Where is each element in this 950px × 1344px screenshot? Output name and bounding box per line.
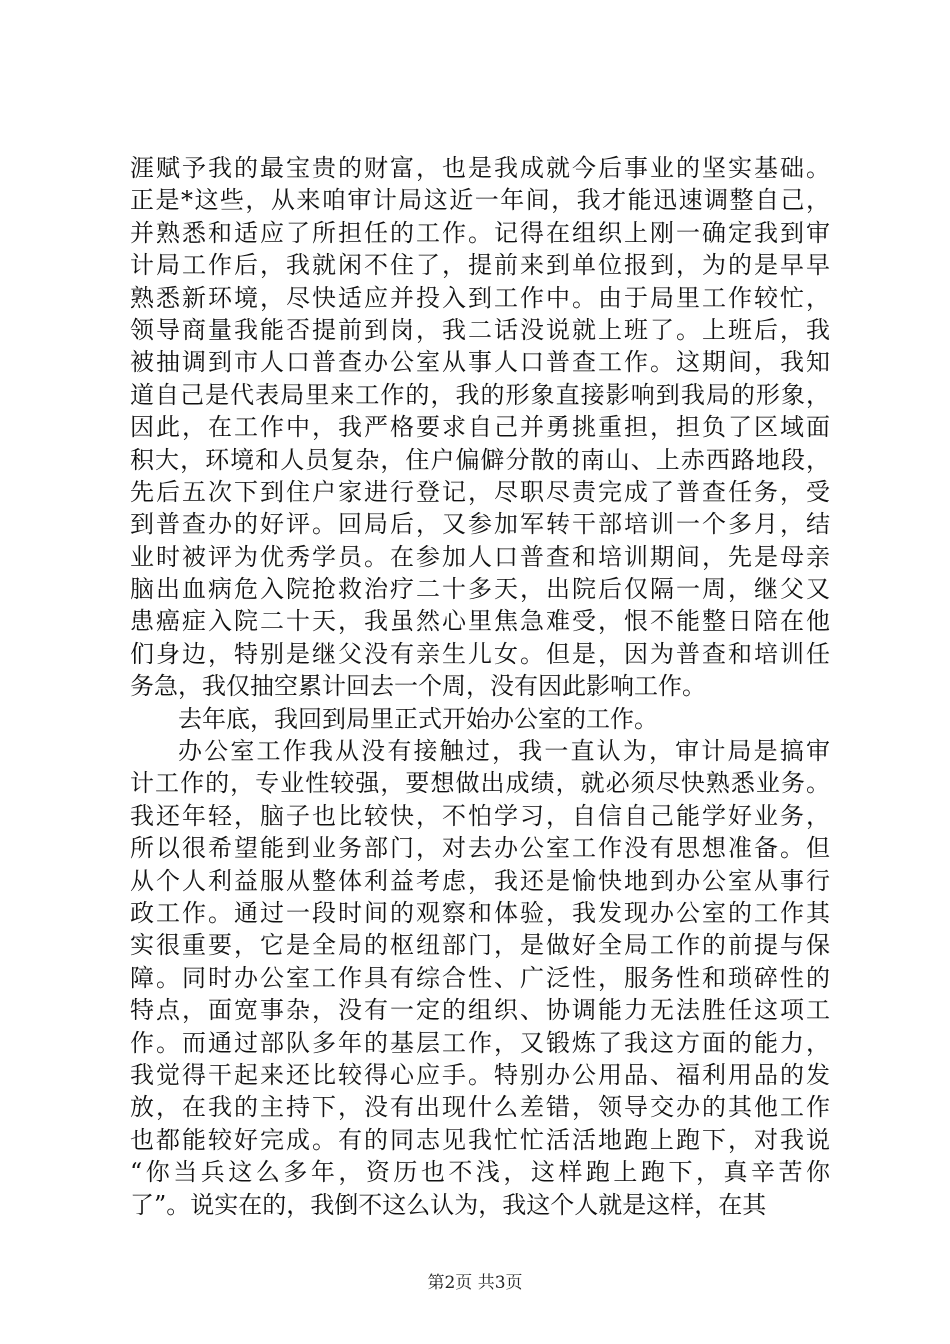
paragraph [130, 703, 830, 735]
document-body [130, 152, 830, 1221]
text-line: 了”。说实在的，我倒不这么认为，我这个人就是这样，在其 [130, 1190, 767, 1219]
text-line: 们身边，特别是继父没有亲生儿女。但是，因为普查和培训任 [130, 639, 830, 668]
text-line: 领导商量我能否提前到岗，我二话没说就上班了。上班后，我 [130, 315, 830, 344]
text-line: 也都能较好完成。有的同志见我忙忙活活地跑上跑下，对我说 [130, 1125, 830, 1154]
text-line: 放，在我的主持下，没有出现什么差错，领导交办的其他工作 [130, 1093, 830, 1122]
paragraph [130, 152, 830, 703]
text-line: 熟悉新环境，尽快适应并投入到工作中。由于局里工作较忙， [130, 283, 830, 312]
text-line: 积大，环境和人员复杂，住户偏僻分散的南山、上赤西路地段， [130, 445, 830, 474]
text-line: 并熟悉和适应了所担任的工作。记得在组织上刚一确定我到审 [130, 218, 830, 247]
text-line: “你当兵这么多年，资历也不浅，这样跑上跑下，真辛苦你 [130, 1158, 830, 1187]
text-line: 去年底，我回到局里正式开始办公室的工作。 [178, 704, 658, 733]
text-line: 作。而通过部队多年的基层工作，又锻炼了我这方面的能力， [130, 1028, 830, 1057]
page-footer: 第2页 共3页 [427, 1273, 523, 1293]
paragraph [130, 735, 830, 1221]
text-line: 实很重要，它是全局的枢纽部门，是做好全局工作的前提与保 [130, 931, 830, 960]
text-line: 计工作的，专业性较强，要想做出成绩，就必须尽快熟悉业务。 [130, 769, 830, 798]
text-line: 政工作。通过一段时间的观察和体验，我发现办公室的工作其 [130, 898, 830, 927]
text-line: 脑出血病危入院抢救治疗二十多天，出院后仅隔一周，继父又 [130, 575, 830, 604]
text-line: 业时被评为优秀学员。在参加人口普查和培训期间，先是母亲 [130, 542, 830, 571]
text-line: 从个人利益服从整体利益考虑，我还是愉快地到办公室从事行 [130, 866, 830, 895]
text-line: 道自己是代表局里来工作的，我的形象直接影响到我局的形象， [130, 380, 830, 409]
text-line: 计局工作后，我就闲不住了，提前来到单位报到，为的是早早 [130, 251, 830, 280]
text-line: 到普查办的好评。回局后，又参加军转干部培训一个多月，结 [130, 510, 830, 539]
text-line: 特点，面宽事杂，没有一定的组织、协调能力无法胜任这项工 [130, 996, 830, 1025]
text-line: 我还年轻，脑子也比较快，不怕学习，自信自己能学好业务， [130, 801, 830, 830]
text-line: 办公室工作我从没有接触过，我一直认为，审计局是搞审 [178, 737, 830, 766]
text-line: 正是*这些，从来咱审计局这近一年间，我才能迅速调整自己， [130, 186, 830, 215]
text-line: 患癌症入院二十天，我虽然心里焦急难受，恨不能整日陪在他 [130, 607, 830, 636]
text-line: 务急，我仅抽空累计回去一个周，没有因此影响工作。 [130, 672, 706, 701]
text-line: 障。同时办公室工作具有综合性、广泛性，服务性和琐碎性的 [130, 963, 830, 992]
text-line: 涯赋予我的最宝贵的财富，也是我成就今后事业的坚实基础。 [130, 154, 830, 182]
text-line: 所以很希望能到业务部门，对去办公室工作没有思想准备。但 [130, 834, 830, 863]
text-line: 先后五次下到住户家进行登记，尽职尽责完成了普查任务，受 [130, 477, 830, 506]
text-line: 我觉得干起来还比较得心应手。特别办公用品、福利用品的发 [130, 1060, 830, 1089]
text-line: 被抽调到市人口普查办公室从事人口普查工作。这期间，我知 [130, 348, 830, 377]
text-line: 因此，在工作中，我严格要求自己并勇挑重担，担负了区域面 [130, 413, 830, 442]
